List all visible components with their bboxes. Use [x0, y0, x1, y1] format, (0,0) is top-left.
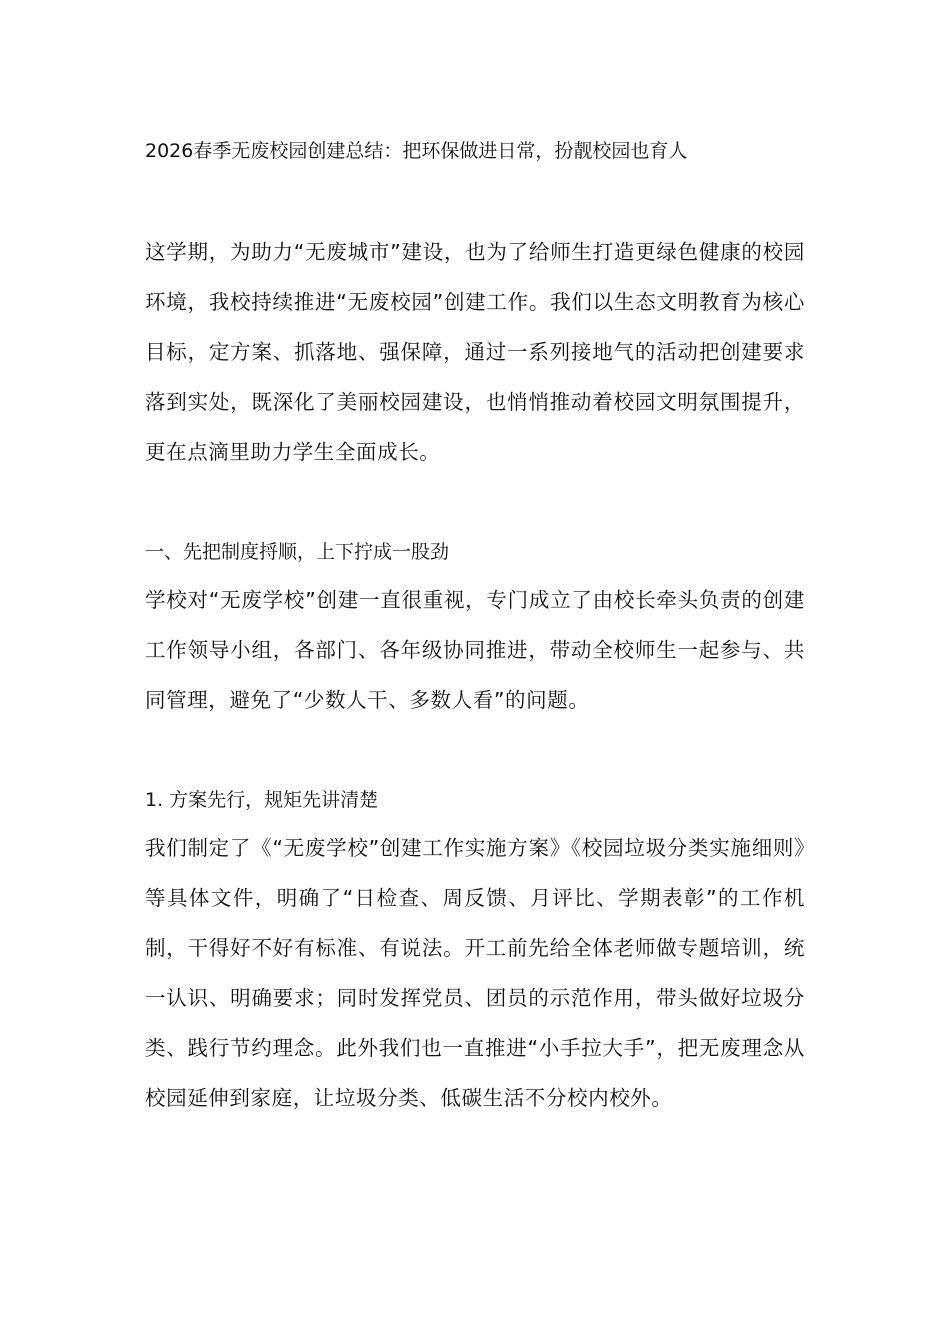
section-1-paragraph: 学校对“无废学校”创建一直很重视，专门成立了由校长牵头负责的创建工作领导小组，各部门、各年级协同推进，带动全校师生一起参与、共同管理，避免了“少数人干、多数人看”的问题。 — [145, 588, 805, 712]
subsection-1-paragraph: 我们制定了《“无废学校”创建工作实施方案》《校园垃圾分类实施细则》等具体文件，明确了“日检查、周反馈、月评比、学期表彰”的工作机制，干得好不好有标准、有说法。开工前先给全体老师做专题培训，统一认识、明确要求；同时发挥党员、团员的示范作用，带头做好垃圾分类、践行节约理念。此外我们也一直推进“小手拉大手”，把无废理念从校园延伸到家庭，让垃圾分类、低碳生活不分校内校外。 — [145, 836, 805, 1110]
intro-paragraph: 这学期，为助力“无废城市”建设，也为了给师生打造更绿色健康的校园环境，我校持续推进“无废校园”创建工作。我们以生态文明教育为核心目标，定方案、抓落地、强保障，通过一系列接地气的活动把创建要求落到实处，既深化了美丽校园建设，也悄悄推动着校园文明氛围提升，更在点滴里助力学生全面成长。 — [145, 240, 805, 464]
section-1-heading: 一、先把制度捋顺，上下拧成一股劲 — [145, 541, 450, 563]
subsection-1-heading: 1. 方案先行，规矩先讲清楚 — [145, 789, 379, 811]
document-title: 2026春季无废校园创建总结：把环保做进日常，扮靓校园也育人 — [145, 140, 688, 162]
